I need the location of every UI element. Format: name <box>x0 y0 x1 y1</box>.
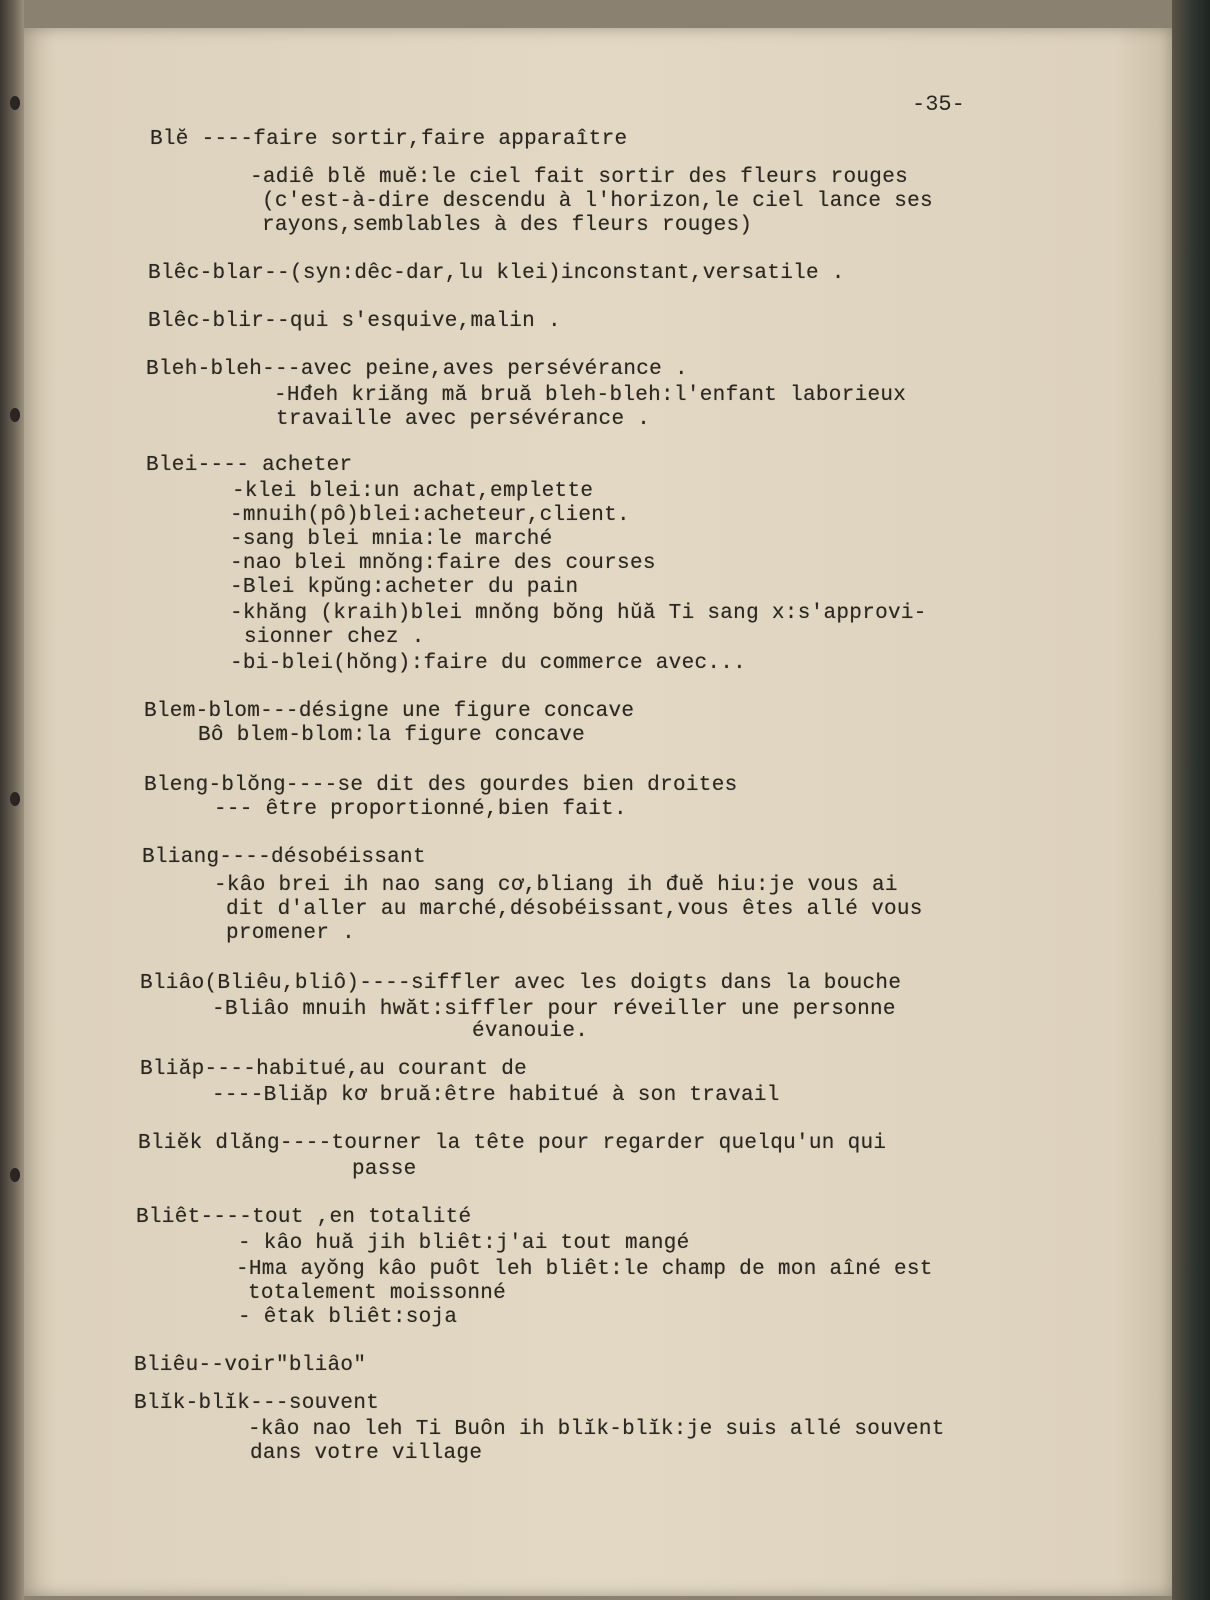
book-binding <box>0 0 24 1600</box>
text-line: Bô blem-blom:la figure concave <box>198 724 586 747</box>
text-line: totalement moissonné <box>248 1282 507 1305</box>
text-line: Bleng-blŏng----se dit des gourdes bien droites <box>144 774 738 797</box>
text-line: Blem-blom---désigne une figure concave <box>144 700 635 723</box>
text-line: rayons,semblables à des fleurs rouges) <box>262 214 753 237</box>
text-line: dans votre village <box>250 1442 483 1465</box>
binding-hole <box>10 792 20 806</box>
text-line: - êtak bliêt:soja <box>238 1306 458 1329</box>
text-line: ----Bliăp kơ bruă:être habitué à son travail <box>212 1084 780 1107</box>
text-line: Blĭk-blĭk---souvent <box>134 1392 380 1415</box>
text-line: -klei blei:un achat,emplette <box>232 480 594 503</box>
text-line: passe <box>352 1158 417 1181</box>
text-line: Bliâo(Bliêu,bliô)----siffler avec les doigts dans la bouche <box>140 972 902 995</box>
text-line: dit d'aller au marché,désobéissant,vous êtes allé vous <box>226 898 923 921</box>
text-line: Bliêt----tout ,en totalité <box>136 1206 472 1229</box>
text-line: -Hđeh kriăng mă bruă bleh-bleh:l'enfant laborieux <box>274 384 907 407</box>
text-line: -bi-blei(hŏng):faire du commerce avec... <box>230 652 747 675</box>
text-line: Bliĕk dlăng----tourner la tête pour regarder quelqu'un qui <box>138 1132 887 1155</box>
text-line: Blĕ ----faire sortir,faire apparaître <box>150 128 628 151</box>
text-line: Bleh-bleh---avec peine,aves persévérance . <box>146 358 688 381</box>
text-line: Bliêu--voir"bliâo" <box>134 1354 367 1377</box>
text-line: --- être proportionné,bien fait. <box>214 798 627 821</box>
text-line: -Blei kpŭng:acheter du pain <box>230 576 579 599</box>
text-line: -kâo brei ih nao sang cơ,bliang ih đuĕ hiu:je vous ai <box>214 874 898 897</box>
text-line: -sang blei mnia:le marché <box>230 528 553 551</box>
binding-hole <box>10 1168 20 1182</box>
text-line: -nao blei mnŏng:faire des courses <box>230 552 656 575</box>
text-line: - kâo huă jih bliêt:j'ai tout mangé <box>238 1232 690 1255</box>
text-line: -mnuih(pô)blei:acheteur,client. <box>230 504 630 527</box>
text-line: (c'est-à-dire descendu à l'horizon,le ciel lance ses <box>262 190 933 213</box>
book-cover-edge <box>1172 0 1210 1600</box>
text-line: Bliăp----habitué,au courant de <box>140 1058 528 1081</box>
text-line: -khăng (kraih)blei mnŏng bŏng hŭă Ti sang x:s'approvi- <box>230 602 927 625</box>
text-line: Bliang----désobéissant <box>142 846 426 869</box>
text-line: -Hma ayŏng kâo puôt leh bliêt:le champ de mon aîné est <box>236 1258 933 1281</box>
page-number: -35- <box>912 92 965 117</box>
text-line: Blei---- acheter <box>146 454 353 477</box>
text-line: -Bliâo mnuih hwăt:siffler pour réveiller une personne <box>212 998 896 1021</box>
text-line: sionner chez . <box>244 626 425 649</box>
binding-hole <box>10 96 20 110</box>
text-line: évanouie. <box>472 1020 589 1043</box>
text-line: travaille avec persévérance . <box>276 408 651 431</box>
text-line: Blêc-blar--(syn:dêc-dar,lu klei)inconstant,versatile . <box>148 262 845 285</box>
text-line: -kâo nao leh Ti Buôn ih blĭk-blĭk:je suis allé souvent <box>248 1418 945 1441</box>
text-line: Blêc-blir--qui s'esquive,malin . <box>148 310 561 333</box>
text-line: promener . <box>226 922 356 945</box>
binding-hole <box>10 408 20 422</box>
text-line: -adiê blĕ muĕ:le ciel fait sortir des fleurs rouges <box>250 166 909 189</box>
